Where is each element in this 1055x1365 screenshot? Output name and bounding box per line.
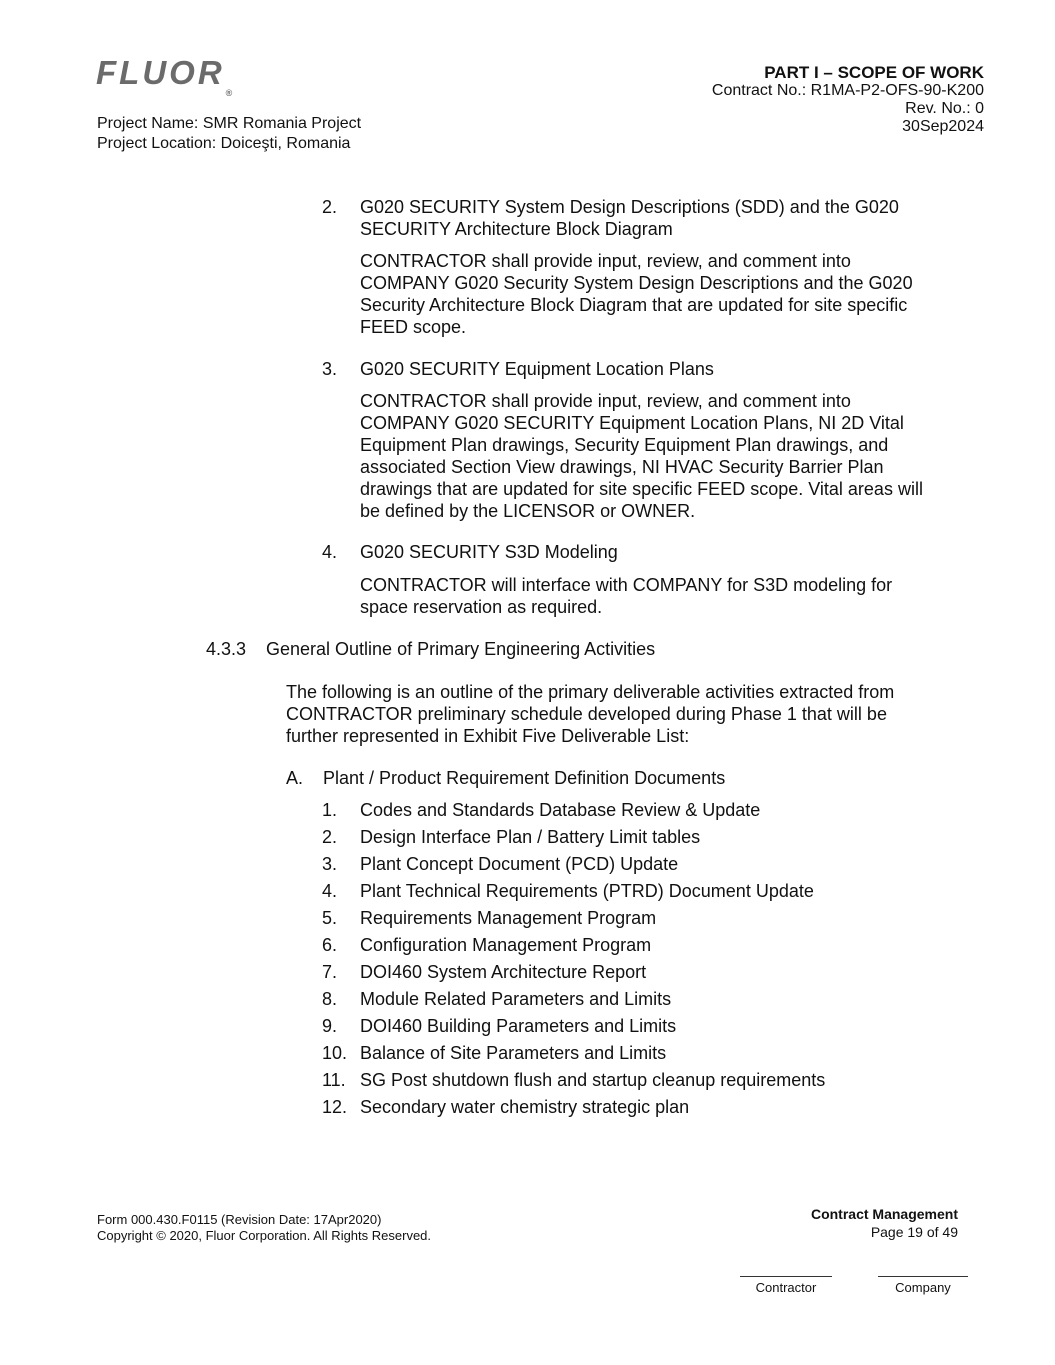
list-item: Plant Technical Requirements (PTRD) Document Update [360, 881, 814, 901]
list-item: Module Related Parameters and Limits [360, 989, 672, 1009]
item-title-line: G020 SECURITY Equipment Location Plans [360, 359, 714, 379]
contractor-label: Contractor [755, 1280, 817, 1295]
header-right [712, 64, 984, 136]
list-item: Secondary water chemistry strategic plan [360, 1097, 690, 1117]
item-body-line: FEED scope. [360, 317, 467, 337]
fluor-logo [96, 56, 232, 98]
page-number: Page 19 of 49 [870, 1224, 958, 1240]
contract-no: Contract No.: R1MA-P2-OFS-90-K200 [711, 82, 984, 99]
list-item: Requirements Management Program [360, 908, 657, 928]
item-number: 4. [322, 542, 338, 562]
intro-line: further represented in Exhibit Five Deliverable List: [286, 726, 690, 746]
item-body-line: associated Section View drawings, NI HVAC Security Barrier Plan [360, 457, 884, 477]
list-item-number: 2. [322, 827, 338, 847]
list-item-number: 7. [322, 962, 338, 982]
department: Contract Management [810, 1206, 958, 1222]
registered-mark: ® [225, 88, 233, 98]
item-number: 2. [322, 197, 338, 217]
section-number: 4.3.3 [206, 639, 247, 659]
item-body-line: CONTRACTOR will interface with COMPANY for S3D modeling for [360, 575, 893, 595]
project-location: Project Location: Doiceşti, Romania [97, 135, 351, 152]
list-item-number: 10. [322, 1043, 348, 1063]
item-title-line: G020 SECURITY S3D Modeling [360, 542, 618, 562]
list-item: Design Interface Plan / Battery Limit tables [360, 827, 701, 847]
item-body-line: be defined by the LICENSOR or OWNER. [360, 501, 696, 521]
section-title: General Outline of Primary Engineering Activities [266, 639, 656, 659]
doc-date: 30Sep2024 [902, 118, 984, 135]
item-body-line: space reservation as required. [360, 597, 603, 617]
company-label: Company [895, 1280, 951, 1295]
item-body-line: COMPANY G020 Security System Design Descriptions and the G020 [360, 273, 913, 293]
copyright: Copyright © 2020, Fluor Corporation. All Rights Reserved. [97, 1228, 432, 1243]
intro-line: The following is an outline of the primary deliverable activities extracted from [286, 682, 895, 702]
list-item-number: 8. [322, 989, 338, 1009]
item-title-line: SECURITY Architecture Block Diagram [360, 219, 673, 239]
list-item: DOI460 System Architecture Report [360, 962, 647, 982]
list-item: Configuration Management Program [360, 935, 652, 955]
contractor-signature-line [740, 1276, 832, 1277]
item-title-line: G020 SECURITY System Design Descriptions (SDD) and the G020 [360, 197, 899, 217]
part-title: PART I – SCOPE OF WORK [764, 63, 984, 82]
list-item: DOI460 Building Parameters and Limits [360, 1016, 677, 1036]
list-item-number: 6. [322, 935, 338, 955]
rev-no: Rev. No.: 0 [905, 100, 984, 117]
form-number: Form 000.430.F0115 (Revision Date: 17Apr2020) [97, 1212, 382, 1227]
item-body-line: CONTRACTOR shall provide input, review, and comment into [360, 251, 851, 271]
list-item-number: 1. [322, 800, 338, 820]
intro-line: CONTRACTOR preliminary schedule developed during Phase 1 that will be [286, 704, 887, 724]
list-item: SG Post shutdown flush and startup cleanup requirements [360, 1070, 826, 1090]
item-body-line: Equipment Plan drawings, Security Equipment Plan drawings, and [360, 435, 889, 455]
list-item-number: 5. [322, 908, 338, 928]
list-item-number: 9. [322, 1016, 338, 1036]
item-number: 3. [322, 359, 338, 379]
company-signature-line [878, 1276, 968, 1277]
item-body-line: Security Architecture Block Diagram that are updated for site specific [360, 295, 908, 315]
item-body-line: CONTRACTOR shall provide input, review, and comment into [360, 391, 851, 411]
list-item-number: 4. [322, 881, 338, 901]
item-body-line: COMPANY G020 SECURITY Equipment Location Plans, NI 2D Vital [360, 413, 904, 433]
list-item: Codes and Standards Database Review & Update [360, 800, 761, 820]
list-item-number: 11. [322, 1070, 346, 1090]
subsection-title: Plant / Product Requirement Definition Documents [323, 768, 726, 788]
list-item: Plant Concept Document (PCD) Update [360, 854, 679, 874]
logo-text: FLUOR [96, 54, 225, 91]
list-item-number: 3. [322, 854, 338, 874]
list-item: Balance of Site Parameters and Limits [360, 1043, 667, 1063]
project-name: Project Name: SMR Romania Project [97, 115, 362, 132]
list-item-number: 12. [322, 1097, 348, 1117]
item-body-line: drawings that are updated for site specific FEED scope. Vital areas will [360, 479, 923, 499]
subsection-letter: A. [286, 768, 304, 788]
